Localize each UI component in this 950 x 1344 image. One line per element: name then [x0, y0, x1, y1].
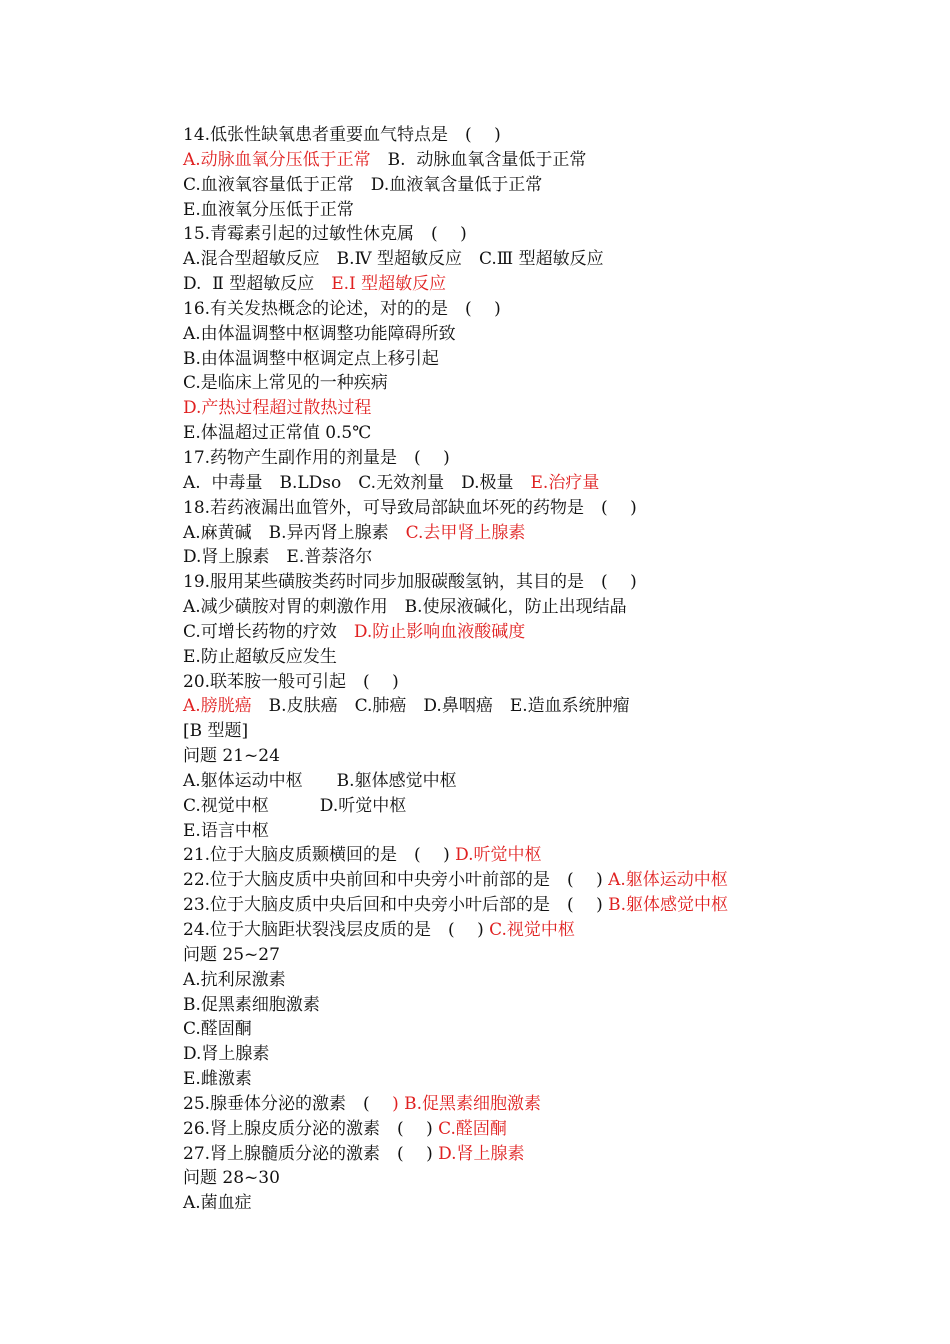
- text-line: [183, 694, 883, 719]
- text-line: [183, 471, 883, 496]
- question-text: 14.低张性缺氧患者重要血气特点是 ( ): [183, 125, 501, 145]
- question-text: 16.有关发热概念的论述，对的的是 ( ): [183, 298, 501, 319]
- question-text: A.抗利尿激素: [183, 969, 286, 990]
- answer-text: E.治疗量: [530, 472, 600, 493]
- text-line: [183, 173, 883, 198]
- question-text: 23.位于大脑皮质中央后回和中央旁小叶后部的是 ( ): [183, 895, 609, 916]
- text-line: [183, 918, 883, 943]
- question-text: A.减少磺胺对胃的刺激作用 B.使尿液碱化，防止出现结晶: [183, 597, 627, 618]
- text-line: [183, 521, 883, 546]
- text-line: [183, 794, 883, 819]
- text-line: [183, 1166, 883, 1191]
- text-line: [183, 222, 883, 247]
- question-text: A.混合型超敏反应 B.Ⅳ 型超敏反应 C.Ⅲ 型超敏反应: [183, 249, 604, 270]
- question-text: 24.位于大脑距状裂浅层皮质的是 ( ): [183, 920, 490, 940]
- text-line: [183, 1092, 883, 1117]
- text-line: [183, 819, 883, 844]
- answer-text: D.听觉中枢: [455, 845, 542, 866]
- answer-text: A.动脉血氧分压低于正常: [183, 149, 371, 170]
- text-line: [183, 595, 883, 620]
- text-line: [183, 496, 883, 521]
- text-line: [183, 1042, 883, 1067]
- question-text: D. Ⅱ 型超敏反应: [183, 274, 332, 295]
- question-text: E.防止超敏反应发生: [183, 646, 337, 667]
- text-line: [183, 620, 883, 645]
- text-line: [183, 1142, 883, 1167]
- question-text: A. 中毒量 B.LDso C.无效剂量 D.极量: [183, 472, 531, 493]
- question-text: 20.联苯胺一般可引起 ( ): [183, 671, 399, 692]
- question-text: B.皮肤癌 C.肺癌 D.鼻咽癌 E.造血系统肿瘤: [251, 696, 630, 717]
- question-text: 25.腺垂体分泌的激素 (: [183, 1093, 393, 1114]
- answer-text: C.醛固酮: [438, 1118, 507, 1139]
- text-line: [183, 843, 883, 868]
- question-text: E.语言中枢: [183, 820, 269, 841]
- question-text: 问题 28~30: [183, 1168, 280, 1189]
- text-line: [183, 570, 883, 595]
- question-text: 27.肾上腺髓质分泌的激素 ( ): [183, 1143, 439, 1164]
- question-text: A.躯体运动中枢 B.躯体感觉中枢: [183, 770, 457, 791]
- question-text-block: [183, 123, 883, 1216]
- text-line: [183, 893, 883, 918]
- question-text: C.是临床上常见的一种疾病: [183, 373, 388, 394]
- text-line: [183, 719, 883, 744]
- question-text: D.肾上腺素 E.普萘洛尔: [183, 547, 373, 568]
- text-line: [183, 1117, 883, 1142]
- question-text: A.由体温调整中枢调整功能障碍所致: [183, 323, 456, 344]
- question-text: [B 型题]: [183, 721, 249, 742]
- answer-text: A.膀胱癌: [183, 696, 252, 717]
- question-text: D.肾上腺素: [183, 1044, 270, 1065]
- text-line: [183, 421, 883, 446]
- answer-text: ) B.促黑素细胞激素: [392, 1093, 542, 1114]
- question-text: A.麻黄碱 B.异丙肾上腺素: [183, 522, 406, 543]
- text-line: [183, 347, 883, 372]
- question-text: 22.位于大脑皮质中央前回和中央旁小叶前部的是 ( ): [183, 870, 609, 891]
- text-line: [183, 943, 883, 968]
- question-text: E.雌激素: [183, 1069, 252, 1090]
- text-line: [183, 396, 883, 421]
- answer-text: D.产热过程超过散热过程: [183, 398, 372, 419]
- question-text: C.可增长药物的疗效: [183, 621, 354, 642]
- text-line: [183, 198, 883, 223]
- question-text: C.醛固酮: [183, 1019, 252, 1040]
- answer-text: E.Ⅰ 型超敏反应: [331, 274, 447, 295]
- text-line: [183, 247, 883, 272]
- text-line: [183, 371, 883, 396]
- text-line: [183, 744, 883, 769]
- text-line: [183, 868, 883, 893]
- answer-text: D.肾上腺素: [438, 1143, 525, 1164]
- text-line: [183, 123, 883, 148]
- text-line: [183, 670, 883, 695]
- question-text: C.视觉中枢 D.听觉中枢: [183, 795, 407, 816]
- text-line: [183, 545, 883, 570]
- text-line: [183, 446, 883, 471]
- text-line: [183, 1191, 883, 1216]
- text-line: [183, 148, 883, 173]
- question-text: 26.肾上腺皮质分泌的激素 ( ): [183, 1118, 439, 1139]
- text-line: [183, 769, 883, 794]
- text-line: [183, 968, 883, 993]
- question-text: C.血液氧容量低于正常 D.血液氧含量低于正常: [183, 174, 543, 195]
- question-text: 19.服用某些磺胺类药时同步加服碳酸氢钠，其目的是 ( ): [183, 572, 637, 593]
- text-line: [183, 272, 883, 297]
- question-text: A.菌血症: [183, 1193, 252, 1214]
- question-text: 21.位于大脑皮质颞横回的是 ( ): [183, 845, 456, 866]
- question-text: 17.药物产生副作用的剂量是 ( ): [183, 447, 450, 468]
- question-text: B. 动脉血氧含量低于正常: [370, 149, 587, 170]
- answer-text: A.躯体运动中枢: [608, 870, 728, 891]
- question-text: B.促黑素细胞激素: [183, 994, 320, 1015]
- text-line: [183, 1017, 883, 1042]
- text-line: [183, 322, 883, 347]
- question-text: 问题 25~27: [183, 944, 280, 965]
- answer-text: D.防止影响血液酸碱度: [353, 621, 526, 642]
- text-line: [183, 645, 883, 670]
- answer-text: B.躯体感觉中枢: [608, 895, 729, 916]
- question-text: E.体温超过正常值 0.5℃: [183, 423, 372, 444]
- text-line: [183, 993, 883, 1018]
- answer-text: C.去甲肾上腺素: [405, 522, 526, 543]
- question-text: E.血液氧分压低于正常: [183, 199, 354, 220]
- text-line: [183, 1067, 883, 1092]
- answer-text: C.视觉中枢: [489, 920, 575, 940]
- question-text: 15.青霉素引起的过敏性休克属 ( ): [183, 224, 467, 245]
- question-text: 问题 21~24: [183, 746, 280, 767]
- text-line: [183, 297, 883, 322]
- question-text: 18.若药液漏出血管外，可导致局部缺血坏死的药物是 ( ): [183, 497, 637, 518]
- question-text: B.由体温调整中枢调定点上移引起: [183, 348, 439, 369]
